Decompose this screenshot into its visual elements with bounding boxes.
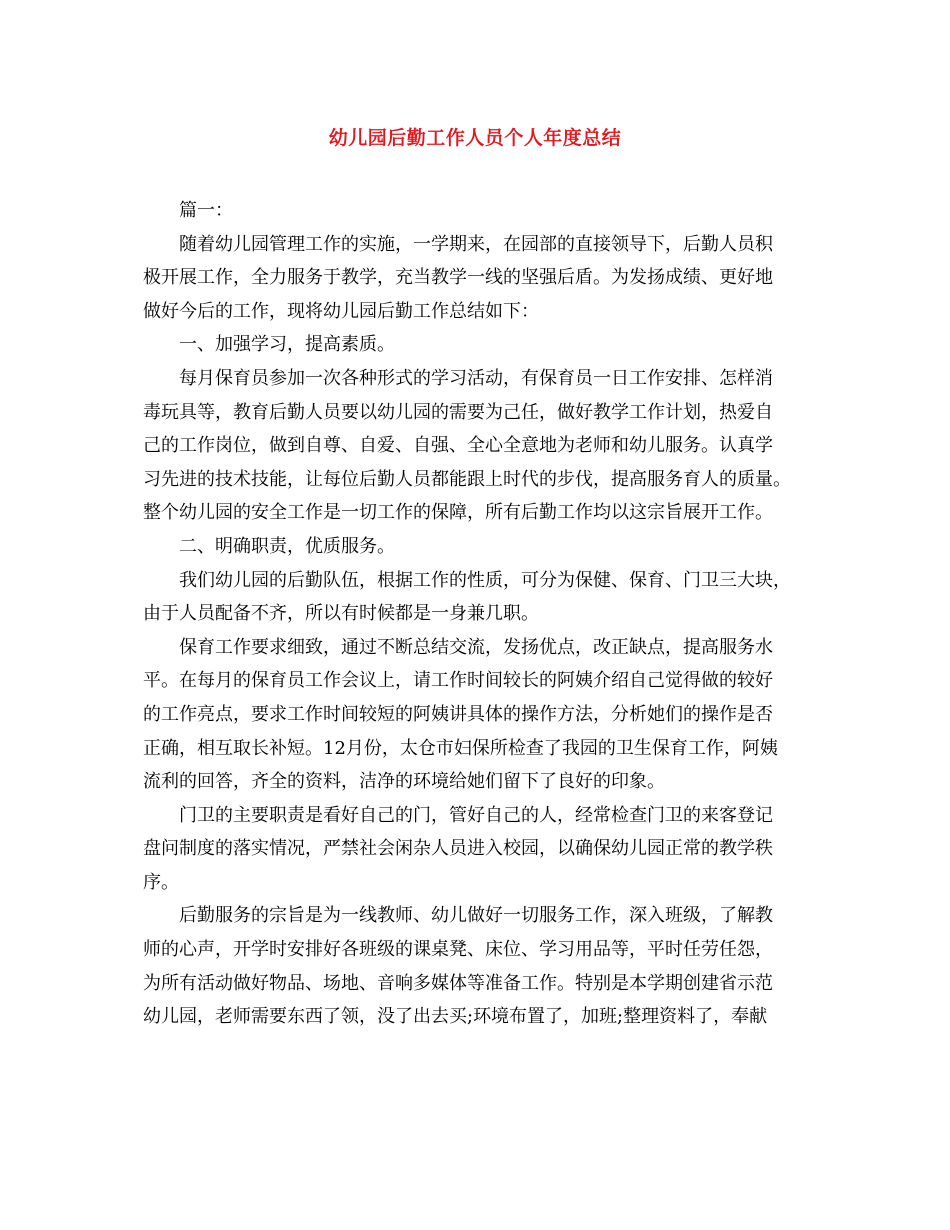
body-line: 为所有活动做好物品、场地、音响多媒体等准备工作。特别是本学期创建省示范: [143, 972, 773, 994]
document-body: [143, 194, 808, 1034]
body-line: 每月保育员参加一次各种形式的学习活动，有保育员一日工作安排、怎样消: [179, 367, 773, 389]
body-line: 后勤服务的宗旨是为一线教师、幼儿做好一切服务工作，深入班级，了解教: [179, 905, 773, 927]
body-line: 正确，相互取长补短。12月份，太仓市妇保所检查了我园的卫生保育工作，阿姨: [143, 737, 778, 759]
body-line: 保育工作要求细致，通过不断总结交流，发扬优点，改正缺点，提高服务水: [179, 636, 773, 658]
body-line: 平。在每月的保育员工作会议上，请工作时间较长的阿姨介绍自己觉得做的较好: [143, 670, 773, 692]
body-line: 序。: [143, 871, 179, 893]
body-line: 随着幼儿园管理工作的实施，一学期来，在园部的直接领导下，后勤人员积: [179, 233, 773, 255]
body-line: 盘问制度的落实情况，严禁社会闲杂人员进入校园，以确保幼儿园正常的教学秩: [143, 838, 773, 860]
body-line: 的工作亮点，要求工作时间较短的阿姨讲具体的操作方法，分析她们的操作是否: [143, 703, 773, 725]
body-line: 整个幼儿园的安全工作是一切工作的保障，所有后勤工作均以这宗旨展开工作。: [143, 502, 773, 524]
body-line: 毒玩具等，教育后勤人员要以幼儿园的需要为己任，做好教学工作计划，热爱自: [143, 401, 773, 423]
body-line: 二、明确职责，优质服务。: [179, 535, 395, 557]
body-line: 一、加强学习，提高素质。: [179, 334, 395, 356]
document-title: 幼儿园后勤工作人员个人年度总结: [328, 127, 622, 149]
body-line: 师的心声，开学时安排好各班级的课桌凳、床位、学习用品等，平时任劳任怨，: [143, 939, 773, 961]
body-line: 门卫的主要职责是看好自己的门，管好自己的人，经常检查门卫的来客登记: [179, 804, 773, 826]
body-line: 我们幼儿园的后勤队伍，根据工作的性质，可分为保健、保育、门卫三大块，: [179, 569, 791, 591]
body-line: 习先进的技术技能，让每位后勤人员都能跟上时代的步伐，提高服务育人的质量。: [143, 468, 791, 490]
body-line: 做好今后的工作，现将幼儿园后勤工作总结如下：: [143, 300, 539, 322]
body-line: 篇一：: [179, 200, 233, 221]
body-line: 幼儿园，老师需要东西了领，没了出去买;环境布置了，加班;整理资料了，奉献: [143, 1006, 768, 1028]
body-line: 流利的回答，齐全的资料，洁净的环境给她们留下了良好的印象。: [143, 771, 665, 793]
body-line: 极开展工作，全力服务于教学，充当教学一线的坚强后盾。为发扬成绩、更好地: [143, 267, 773, 289]
body-line: 由于人员配备不齐，所以有时候都是一身兼几职。: [143, 603, 539, 625]
body-line: 己的工作岗位，做到自尊、自爱、自强、全心全意地为老师和幼儿服务。认真学: [143, 435, 773, 457]
